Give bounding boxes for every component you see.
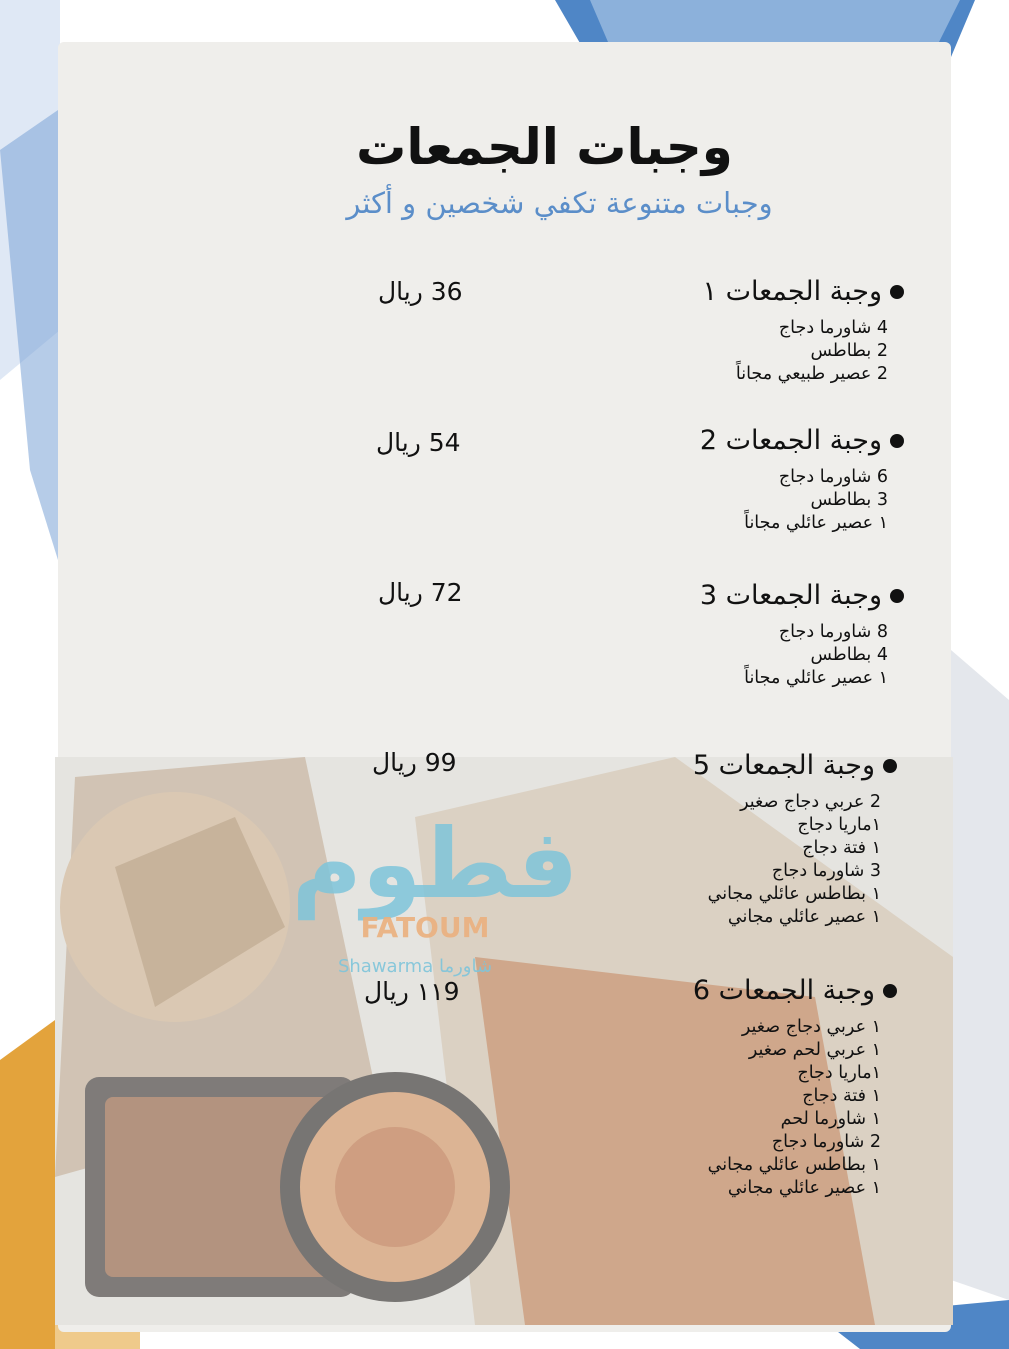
meal-name: وجبة الجمعات 6 (692, 975, 875, 1006)
meal-item-line: ١ عربي لحم صغير (748, 1040, 881, 1060)
meal-heading (703, 276, 904, 307)
bullet-icon (890, 589, 904, 603)
meal-item-line: ١ عربي دجاج صغير (741, 1017, 881, 1037)
meal-items (703, 317, 904, 386)
meal-items (693, 1016, 897, 1200)
meal-item-line: 4 بطاطس (810, 645, 888, 665)
meal-item-line: 3 بطاطس (810, 490, 888, 510)
meal-item (700, 580, 904, 690)
meal-price: ١١9 ريال (364, 977, 460, 1006)
meal-item-line: ١ماريا دجاج (797, 815, 881, 835)
bullet-icon (890, 285, 904, 299)
meal-item-line: 2 شاورما دجاج (771, 1132, 881, 1152)
svg-text:فطوم: فطوم (291, 808, 579, 920)
meal-item (700, 425, 904, 535)
meal-item-line: ١ شاورما لحم (780, 1109, 881, 1129)
meal-item-line: 6 شاورما دجاج (778, 467, 888, 487)
page-title: وجبات الجمعات (356, 118, 733, 176)
meal-item-line: ١ماريا دجاج (797, 1063, 881, 1083)
meal-heading (700, 580, 904, 611)
meal-item-line: ١ عصير عائلي مجاناً (744, 513, 888, 533)
meal-price: 54 ريال (376, 428, 461, 457)
meal-items (693, 791, 897, 929)
bullet-icon (883, 759, 897, 773)
meal-price: 72 ريال (378, 578, 463, 607)
meal-name: وجبة الجمعات 2 (699, 425, 882, 456)
meal-item-line: ١ عصير عائلي مجاني (727, 907, 881, 927)
meal-item-line: ١ بطاطس عائلي مجاني (707, 1155, 881, 1175)
meal-item (703, 276, 904, 386)
meal-name: وجبة الجمعات 3 (699, 580, 882, 611)
meal-price: 99 ريال (372, 748, 457, 777)
meal-item-line: 4 شاورما دجاج (778, 318, 888, 338)
svg-text:Shawarma شاورما: Shawarma شاورما (337, 956, 493, 977)
meal-price: 36 ريال (378, 277, 463, 306)
meal-item-line: 2 بطاطس (810, 341, 888, 361)
svg-text:FATOUM: FATOUM (360, 911, 490, 944)
meal-item-line: 3 شاورما دجاج (771, 861, 881, 881)
meal-item-line: 2 عربي دجاج صغير (740, 792, 881, 812)
meal-item-line: ١ فتة دجاج (802, 1086, 881, 1106)
meal-item-line: 8 شاورما دجاج (778, 622, 888, 642)
meal-item-line: ١ بطاطس عائلي مجاني (707, 884, 881, 904)
meal-item (693, 750, 897, 929)
bullet-icon (883, 984, 897, 998)
meal-heading (693, 975, 897, 1006)
meal-item-line: ١ فتة دجاج (802, 838, 881, 858)
meal-heading (693, 750, 897, 781)
meal-items (700, 466, 904, 535)
page-subtitle: وجبات متنوعة تكفي شخصين و أكثر (346, 186, 773, 220)
meal-items (700, 621, 904, 690)
meal-item-line: ١ عصير عائلي مجاناً (744, 668, 888, 688)
meal-name: وجبة الجمعات 5 (692, 750, 875, 781)
meal-name: وجبة الجمعات ١ (702, 276, 882, 307)
meal-item-line: 2 عصير طبيعي مجاناً (735, 364, 888, 384)
meal-heading (700, 425, 904, 456)
bullet-icon (890, 434, 904, 448)
meal-item (693, 975, 897, 1200)
meal-item-line: ١ عصير عائلي مجاني (727, 1178, 881, 1198)
